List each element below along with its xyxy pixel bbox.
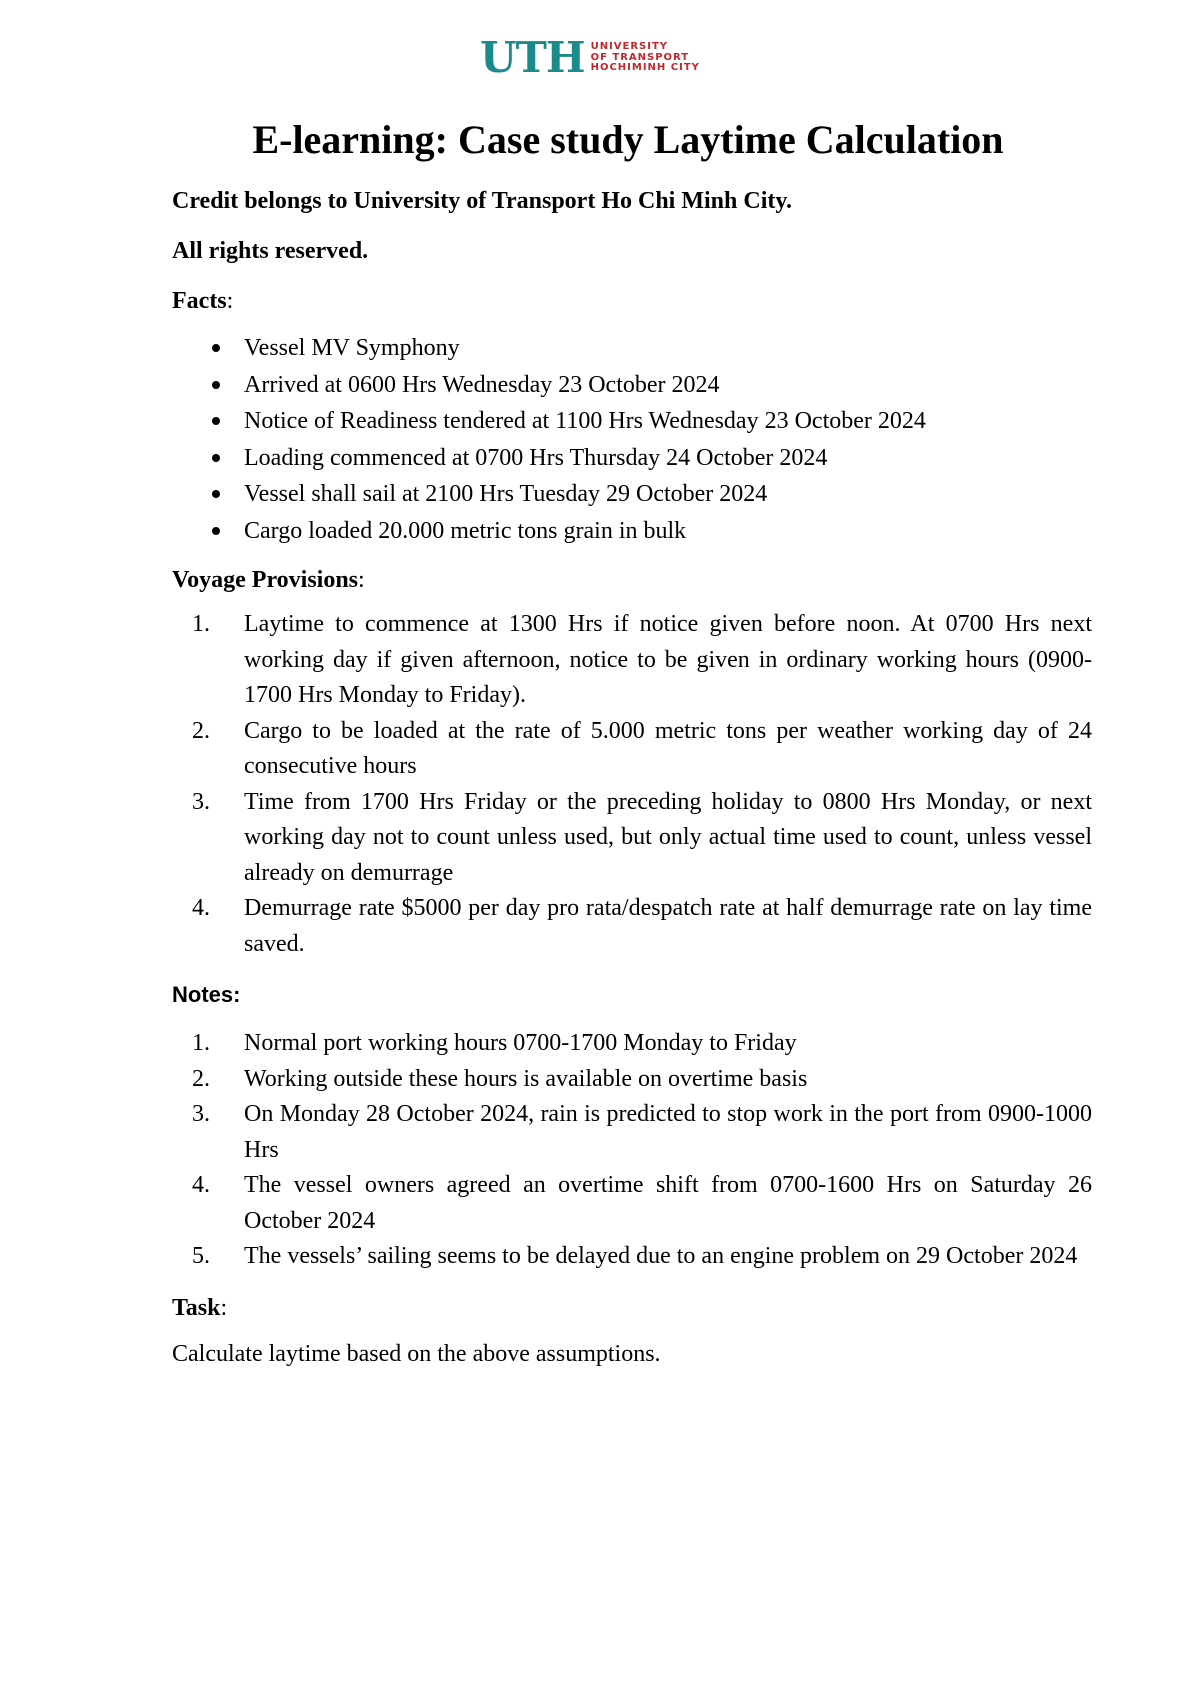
bullet-icon <box>212 454 220 462</box>
rights-line: All rights reserved. <box>172 238 369 264</box>
logo-line-1: UNIVERSITY <box>590 41 669 53</box>
note-text: Working outside these hours is available on overtime basis <box>244 1065 808 1092</box>
note-text: The vessels’ sailing seems to be delayed due to an engine problem on 29 October 2024 <box>244 1243 1078 1269</box>
list-item <box>172 1062 1092 1098</box>
list-item <box>172 476 1092 513</box>
provision-text: Laytime to commence at 1300 Hrs if notice given before noon. At 0700 Hrs next working day if given afternoon, notice to be given in ordinary working hours (0900-1700 Hrs Monday to Friday). <box>244 611 1092 708</box>
item-number: 5. <box>192 1243 210 1269</box>
credit-line: Credit belongs to University of Transport Ho Chi Minh City. <box>172 188 793 214</box>
item-number: 1. <box>192 1030 210 1056</box>
bullet-icon <box>212 381 220 389</box>
list-item <box>172 440 1092 477</box>
list-item <box>172 1026 1092 1062</box>
item-number: 1. <box>192 611 210 637</box>
bullet-icon <box>212 527 220 535</box>
document-body <box>172 112 1092 1389</box>
notes-list <box>172 1026 1092 1275</box>
logo-line-3: HOCHIMINH CITY <box>590 62 700 74</box>
provision-text: Cargo to be loaded at the rate of 5.000 metric tons per weather working day of 24 consecutive hours <box>244 717 1092 779</box>
logo-mark: UTH <box>480 33 585 82</box>
item-number: 3. <box>192 1101 210 1127</box>
item-number: 4. <box>192 1172 210 1198</box>
page-title: E-learning: Case study Laytime Calculation <box>252 117 1004 162</box>
list-item <box>172 785 1092 892</box>
note-text: The vessel owners agreed an overtime shift from 0700-1600 Hrs on Saturday 26 October 2024 <box>244 1172 1092 1234</box>
fact-text: Arrived at 0600 Hrs Wednesday 23 October 2024 <box>244 371 720 398</box>
item-number: 2. <box>192 717 210 744</box>
list-item <box>172 403 1092 440</box>
logo-wordmark <box>591 42 700 74</box>
fact-text: Vessel MV Symphony <box>244 335 460 361</box>
list-item <box>172 1168 1092 1239</box>
facts-list <box>172 330 1092 549</box>
task-text: Calculate laytime based on the above assumptions. <box>172 1340 661 1367</box>
note-text: On Monday 28 October 2024, rain is predicted to stop work in the port from 0900-1000 Hrs <box>244 1101 1092 1163</box>
list-item <box>172 330 1092 367</box>
list-item <box>172 513 1092 550</box>
fact-text: Vessel shall sail at 2100 Hrs Tuesday 29 October 2024 <box>244 481 768 507</box>
list-item <box>172 1239 1092 1275</box>
fact-text: Cargo loaded 20.000 metric tons grain in bulk <box>244 517 687 544</box>
provision-text: Time from 1700 Hrs Friday or the preceding holiday to 0800 Hrs Monday, or next working day not to count unless used, but only actual time used to count, unless vessel already on demurrage <box>244 788 1092 886</box>
item-number: 2. <box>192 1065 210 1092</box>
task-heading-label: Task <box>172 1294 221 1321</box>
task-heading: Task: <box>172 1294 228 1321</box>
item-number: 4. <box>192 895 210 921</box>
voyage-provisions-list <box>172 607 1092 962</box>
university-logo <box>480 33 720 82</box>
voyage-heading-label: Voyage Provisions <box>172 567 359 593</box>
list-item <box>172 607 1092 714</box>
bullet-icon <box>212 344 220 352</box>
fact-text: Loading commenced at 0700 Hrs Thursday 24 October 2024 <box>244 444 828 471</box>
voyage-heading: Voyage Provisions: <box>172 567 365 593</box>
notes-heading: Notes: <box>172 982 241 1007</box>
list-item <box>172 367 1092 404</box>
list-item <box>172 714 1092 785</box>
list-item <box>172 891 1092 962</box>
facts-heading: Facts: <box>172 288 234 314</box>
provision-text: Demurrage rate $5000 per day pro rata/despatch rate at half demurrage rate on lay time saved. <box>244 895 1092 957</box>
logo-line-2: OF TRANSPORT <box>590 51 690 63</box>
facts-heading-label: Facts <box>172 288 227 314</box>
bullet-icon <box>212 417 220 425</box>
fact-text: Notice of Readiness tendered at 1100 Hrs Wednesday 23 October 2024 <box>244 408 926 434</box>
item-number: 3. <box>192 788 210 815</box>
bullet-icon <box>212 490 220 498</box>
list-item <box>172 1097 1092 1168</box>
note-text: Normal port working hours 0700-1700 Monday to Friday <box>244 1030 797 1056</box>
